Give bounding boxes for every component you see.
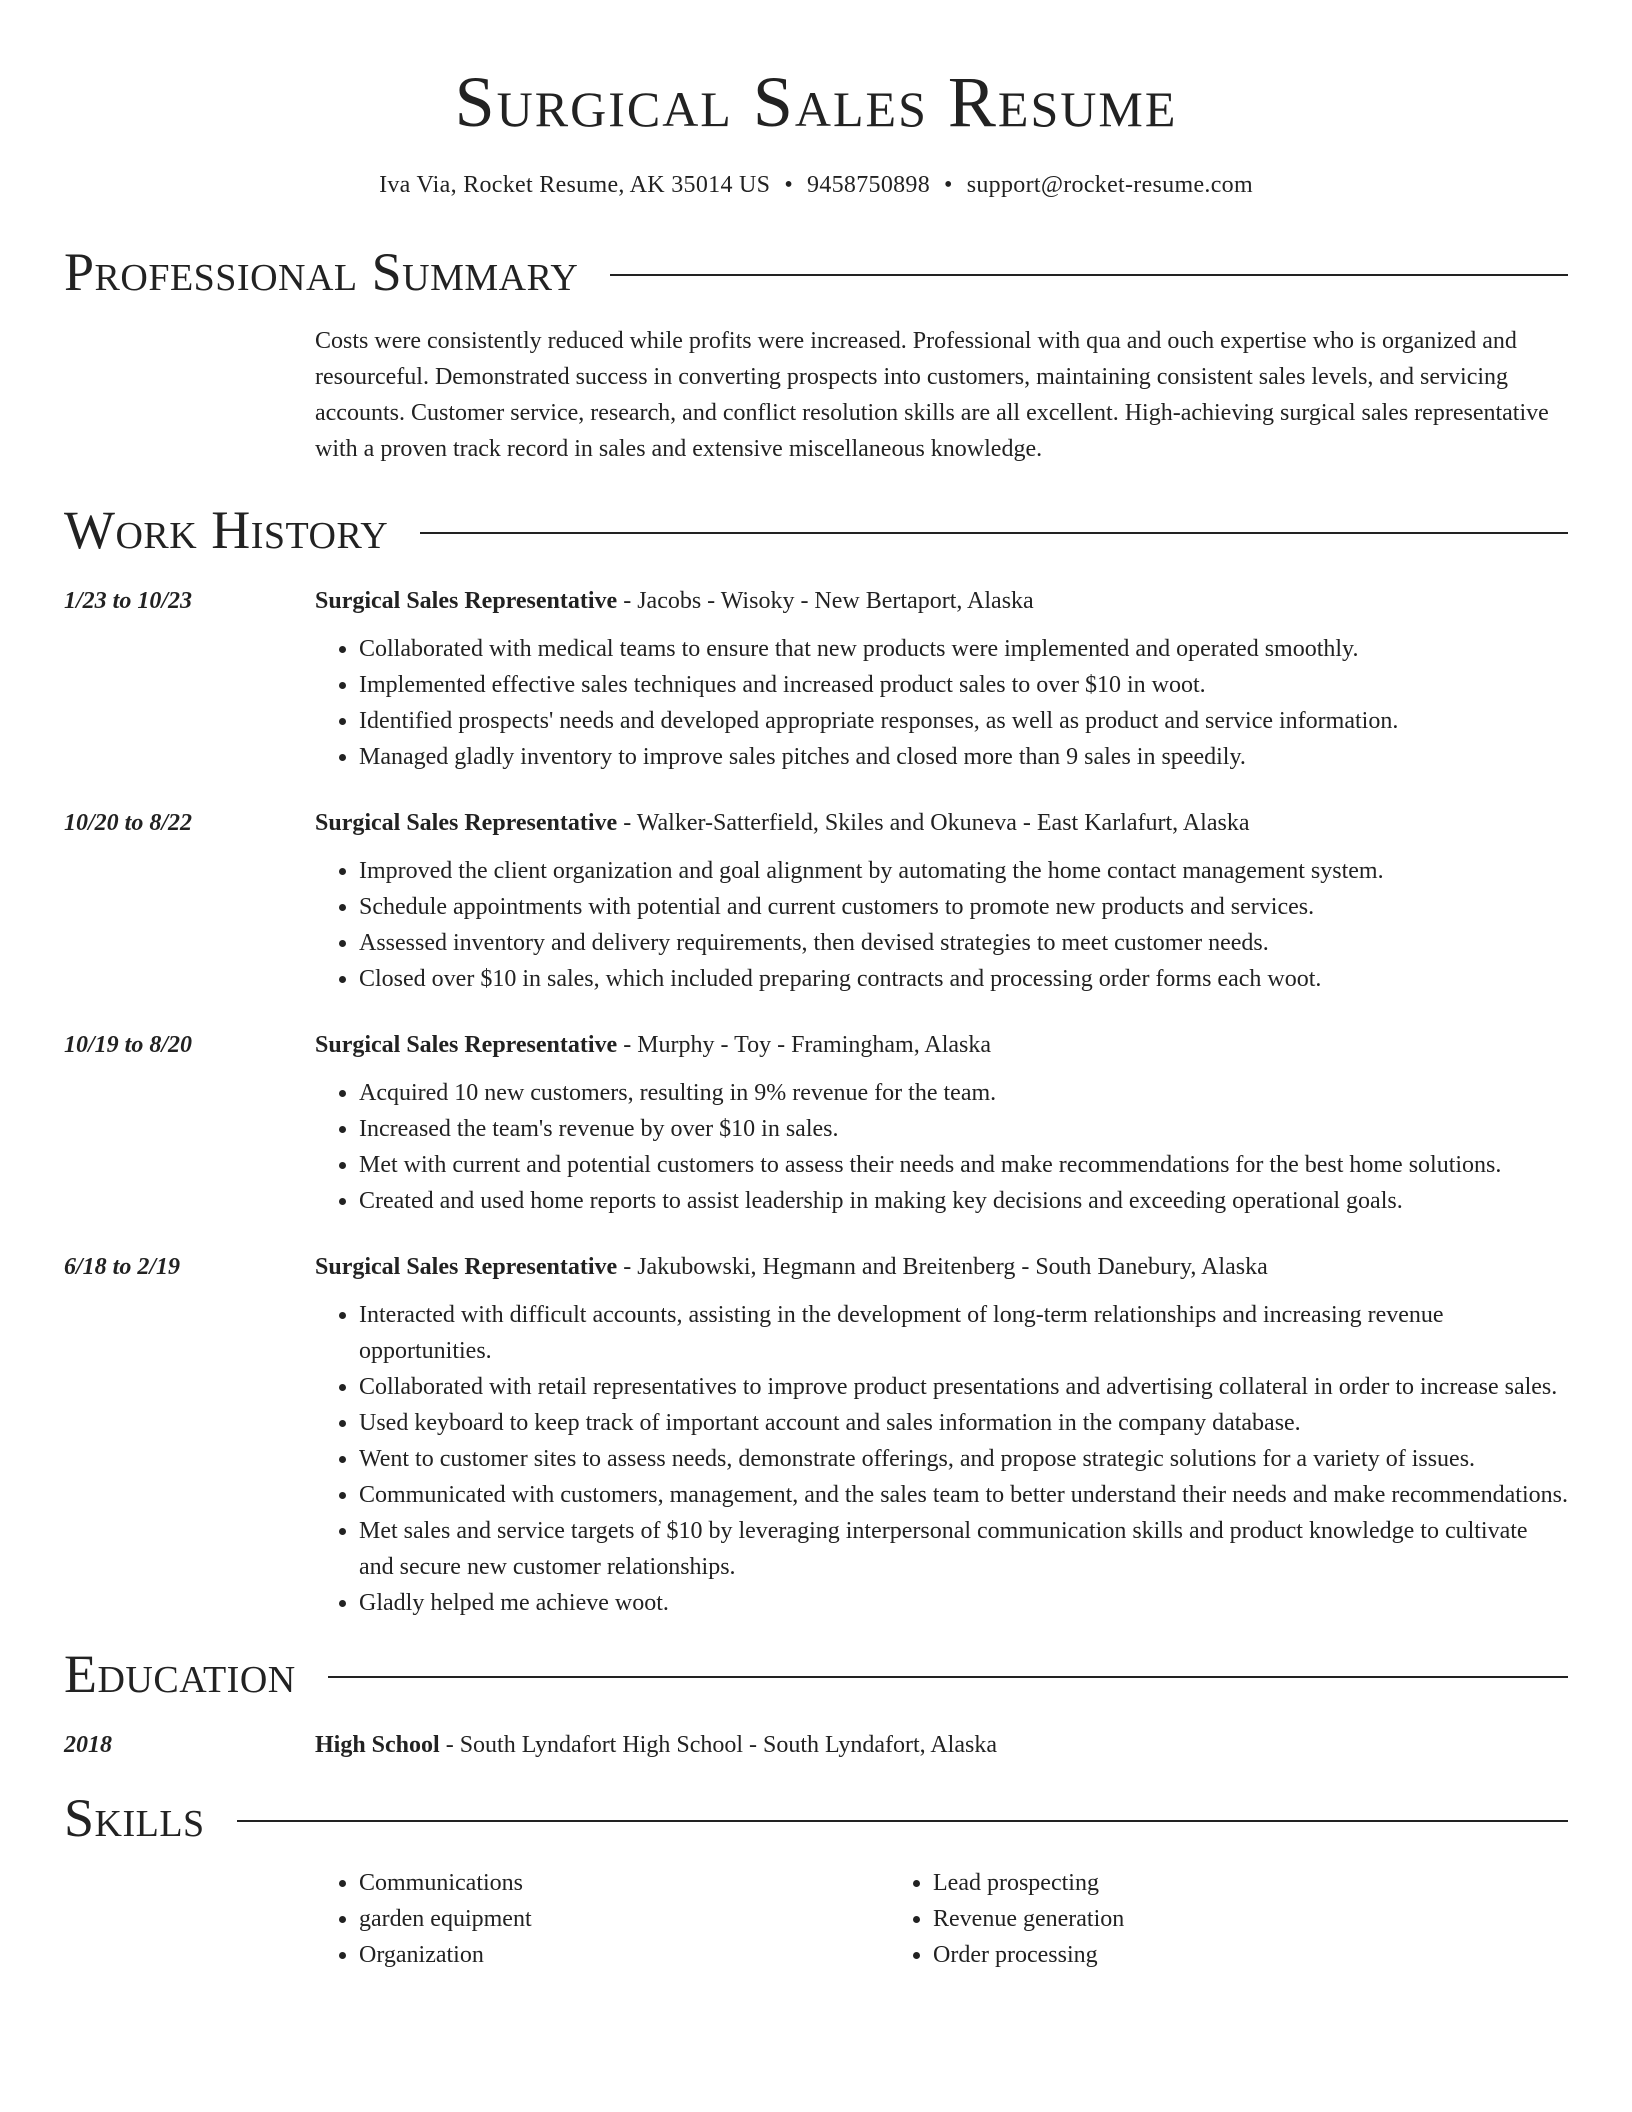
section-divider (420, 532, 1568, 534)
contact-phone: 9458750898 (807, 172, 931, 198)
section-divider (328, 1676, 1568, 1678)
section-divider (237, 1820, 1568, 1822)
contact-address: Iva Via, Rocket Resume, AK 35014 US (379, 172, 771, 198)
job-header (315, 1027, 1568, 1063)
contact-separator: • (944, 172, 953, 198)
skill-item: • Order processing (933, 1937, 1463, 1973)
job-bullets (315, 631, 1568, 775)
skills-row (64, 1845, 1568, 1973)
job-bullet: • Identified prospects' needs and developed appropriate responses, as well as product and service information. (359, 703, 1568, 739)
job-title: Surgical Sales Representative (315, 1254, 618, 1280)
job-dates: 10/20 to 8/22 (64, 810, 193, 836)
skill-item: • Revenue generation (933, 1901, 1463, 1937)
job-bullet: • Closed over $10 in sales, which included preparing contracts and processing order forms each woot. (359, 961, 1568, 997)
job-entry (64, 583, 1568, 775)
job-bullet: • Assessed inventory and delivery requirements, then devised strategies to meet customer needs. (359, 925, 1568, 961)
job-bullet: • Interacted with difficult accounts, assisting in the development of long-term relationships and increasing revenue opportunities. (359, 1297, 1568, 1369)
job-dates: 6/18 to 2/19 (64, 1254, 181, 1280)
work-heading: Work History (64, 500, 389, 560)
education-entry (64, 1727, 1568, 1763)
summary-heading: Professional Summary (64, 242, 579, 302)
skill-item: • Communications (359, 1865, 889, 1901)
skills-column-left (315, 1865, 889, 1973)
education-details: - South Lyndafort High School - South Lyndafort, Alaska (439, 1732, 997, 1758)
job-entry (64, 805, 1568, 997)
job-bullets (315, 853, 1568, 997)
job-bullet: • Met sales and service targets of $10 by leveraging interpersonal communication skills and product knowledge to cultivate and secure new customer relationships. (359, 1513, 1568, 1585)
job-header (315, 583, 1568, 619)
job-bullet: • Managed gladly inventory to improve sales pitches and closed more than 9 sales in speedily. (359, 739, 1568, 775)
summary-section-header (64, 242, 1568, 302)
job-details: - Walker-Satterfield, Skiles and Okuneva - East Karlafurt, Alaska (617, 810, 1250, 836)
job-dates: 10/19 to 8/20 (64, 1032, 193, 1058)
job-bullet: • Improved the client organization and goal alignment by automating the home contact management system. (359, 853, 1568, 889)
job-bullet: • Acquired 10 new customers, resulting in 9% revenue for the team. (359, 1075, 1568, 1111)
work-section-header (64, 500, 1568, 560)
skill-item: • garden equipment (359, 1901, 889, 1937)
skills-grid (315, 1865, 1568, 1973)
job-bullet: • Collaborated with medical teams to ensure that new products were implemented and operated smoothly. (359, 631, 1568, 667)
job-bullet: • Used keyboard to keep track of important account and sales information in the company database. (359, 1405, 1568, 1441)
job-details: - Jacobs - Wisoky - New Bertaport, Alaska (617, 588, 1034, 614)
job-title: Surgical Sales Representative (315, 1032, 618, 1058)
job-details: - Jakubowski, Hegmann and Breitenberg - South Danebury, Alaska (617, 1254, 1268, 1280)
job-bullet: • Met with current and potential customers to assess their needs and make recommendations for the best home solutions. (359, 1147, 1568, 1183)
skills-section-header (64, 1788, 1568, 1848)
job-bullet: • Communicated with customers, management, and the sales team to better understand their needs and make recommendations. (359, 1477, 1568, 1513)
job-header (315, 805, 1568, 841)
job-bullet: • Collaborated with retail representatives to improve product presentations and advertising collateral in order to increase sales. (359, 1369, 1568, 1405)
job-entry (64, 1249, 1568, 1621)
contact-separator: • (784, 172, 794, 198)
job-bullets (315, 1075, 1568, 1219)
job-details: - Murphy - Toy - Framingham, Alaska (617, 1032, 992, 1058)
contact-email: support@rocket-resume.com (966, 172, 1253, 198)
job-header (315, 1249, 1568, 1285)
job-bullet: • Created and used home reports to assist leadership in making key decisions and exceeding operational goals. (359, 1183, 1568, 1219)
job-dates: 1/23 to 10/23 (64, 588, 193, 614)
summary-row (64, 323, 1568, 467)
job-bullet: • Schedule appointments with potential and current customers to promote new products and services. (359, 889, 1568, 925)
job-bullet: • Went to customer sites to assess needs, demonstrate offerings, and propose strategic solutions for a variety of issues. (359, 1441, 1568, 1477)
education-degree: High School (315, 1732, 440, 1758)
skill-item: • Organization (359, 1937, 889, 1973)
job-bullet: • Increased the team's revenue by over $10 in sales. (359, 1111, 1568, 1147)
job-bullet: • Gladly helped me achieve woot. (359, 1585, 1568, 1621)
work-history-list (64, 583, 1568, 1621)
education-header (315, 1727, 1568, 1763)
job-bullets (315, 1297, 1568, 1621)
resume-title: Surgical Sales Resume (454, 62, 1178, 142)
skills-column-right (889, 1865, 1463, 1973)
job-title: Surgical Sales Representative (315, 810, 618, 836)
job-title: Surgical Sales Representative (315, 588, 618, 614)
education-year: 2018 (64, 1732, 112, 1758)
education-heading: Education (64, 1644, 296, 1704)
skill-item: • Lead prospecting (933, 1865, 1463, 1901)
education-section-header (64, 1644, 1568, 1704)
section-divider (610, 274, 1568, 276)
contact-line (64, 172, 1568, 199)
job-entry (64, 1027, 1568, 1219)
skills-heading: Skills (64, 1788, 205, 1848)
job-bullet: • Implemented effective sales techniques and increased product sales to over $10 in woot. (359, 667, 1568, 703)
summary-text: Costs were consistently reduced while profits were increased. Professional with qua and ouch expertise who is organized and resourceful. Demonstrated success in converting prospects into customers, maintaining consistent sales levels, and servicing accounts. Customer service, research, and conflict resolution skills are all excellent. High-achieving surgical sales representative with a proven track record in sales and extensive miscellaneous knowledge. (315, 328, 1549, 462)
